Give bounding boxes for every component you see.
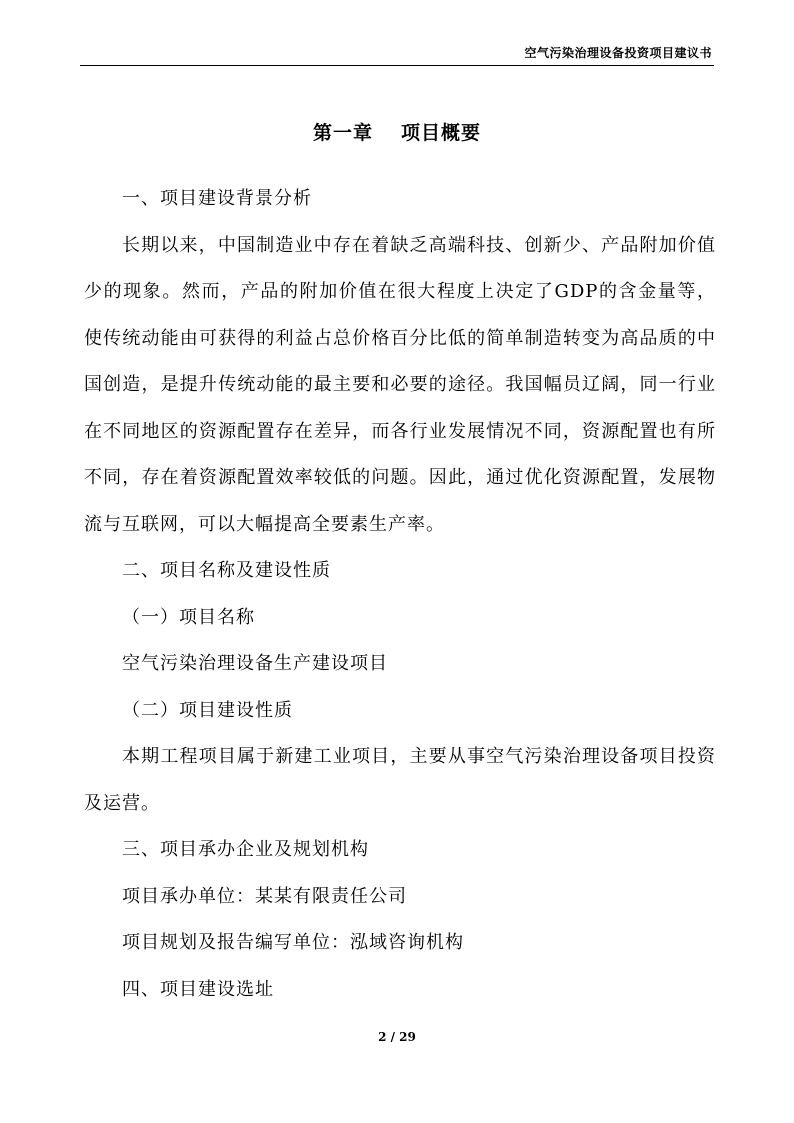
project-name-text: 空气污染治理设备生产建设项目 <box>122 653 388 674</box>
planning-unit-text: 项目规划及报告编写单位：泓域咨询机构 <box>122 932 464 953</box>
page-number: 2 / 29 <box>378 1030 416 1044</box>
chapter-name: 项目概要 <box>401 122 482 144</box>
sponsor-unit-text: 项目承办单位：某某有限责任公司 <box>122 885 407 907</box>
running-header: 空气污染治理设备投资项目建议书 <box>524 46 712 60</box>
section-heading-3: 三、项目承办企业及规划机构 <box>122 839 369 860</box>
document-body <box>84 176 716 1013</box>
chapter-title <box>0 118 794 145</box>
section-heading-1: 一、项目建设背景分析 <box>122 188 312 209</box>
subsection-heading-name: （一）项目名称 <box>122 606 255 628</box>
header-rule <box>80 65 714 66</box>
section-heading-4: 四、项目建设选址 <box>122 978 274 1000</box>
body-paragraph-background: 长期以来，中国制造业中存在着缺乏高端科技、创新少、产品附加价值少的现象。然而，产品的附加价值在很大程度上决定了GDP的含金量等，使传统动能由可获得的利益占总价格百分比低的简单制造转变为高品质的中国创造，是提升传统动能的最主要和必要的途径。我国幅员辽阔，同一行业在不同地区的资源配置存在差异，而各行业发展情况不同，资源配置也有所不同，存在着资源配置效率较低的问题。因此，通过优化资源配置，发展物流与互联网，可以大幅提高全要素生产率。 <box>84 234 716 535</box>
chapter-number: 第一章 <box>312 122 373 144</box>
subsection-heading-nature: （二）项目建设性质 <box>122 699 293 721</box>
section-heading-2: 二、项目名称及建设性质 <box>122 560 331 581</box>
project-nature-text: 本期工程项目属于新建工业项目，主要从事空气污染治理设备项目投资及运营。 <box>84 746 716 814</box>
